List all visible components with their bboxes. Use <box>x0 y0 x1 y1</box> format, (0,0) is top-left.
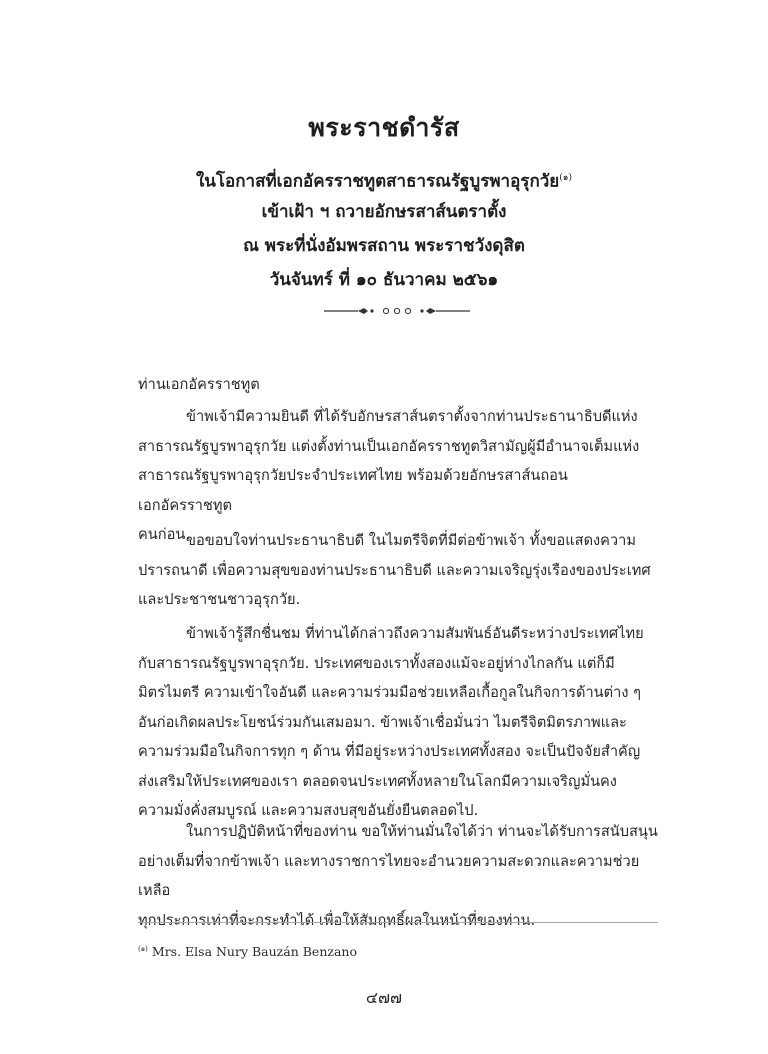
paragraph-4 <box>138 817 658 935</box>
paragraph-line: อันก่อเกิดผลประโยชน์ร่วมกันเสมอมา. ข้าพเจ้าเชื่อมั่นว่า ไมตรีจิตมิตรภาพและ <box>138 713 627 731</box>
paragraph-line: อย่างเต็มที่จากข้าพเจ้า และทางราชการไทยจะอำนวยความสะดวกและความช่วยเหลือ <box>138 852 640 899</box>
salutation: ท่านเอกอัครราชทูต <box>138 376 260 393</box>
paragraph-line: ความร่วมมือในกิจการทุก ๆ ด้าน ที่มีอยู่ระหว่างประเทศทั้งสอง จะเป็นปัจจัยสำคัญ <box>138 743 641 760</box>
paragraph-line: และประชาชนชาวอุรุกวัย. <box>138 591 301 608</box>
paragraph-line: ข้าพเจ้ารู้สึกชื่นชม ที่ท่านได้กล่าวถึงความสัมพันธ์อันดีระหว่างประเทศไทย <box>186 625 644 642</box>
paragraph-line: ข้าพเจ้ามีความยินดี ที่ได้รับอักษรสาส์นตราตั้งจากท่านประธานาธิบดีแห่ง <box>186 408 638 425</box>
subtitle-line-occasion <box>0 162 768 198</box>
footnote-text: Mrs. Elsa Nury Bauzán Benzano <box>151 944 357 960</box>
paragraph-line: ทุกประการเท่าที่จะกระทำได้ เพื่อให้สัมฤทธิ์ผลในหน้าที่ของท่าน. <box>138 911 536 929</box>
paragraph-line: ปรารถนาดี เพื่อความสุขของท่านประธานาธิบดี และความเจริญรุ่งเรืองของประเทศ <box>138 561 651 579</box>
paragraph-line: ขอขอบใจท่านประธานาธิบดี ในไมตรีจิตที่มีต่อข้าพเจ้า ทั้งขอแสดงความ <box>186 532 636 549</box>
paragraph-line: ความมั่งคั่งสมบูรณ์ และความสงบสุขอันยั่งยืนตลอดไป. <box>138 802 479 819</box>
subtitle-line-venue: ณ พระที่นั่งอัมพรสถาน พระราชวังดุสิต <box>243 236 525 256</box>
footnote-marker[interactable]: (๑) <box>559 173 572 183</box>
subtitle-line-date: วันจันทร์ ที่ ๑๐ ธันวาคม ๒๕๖๑ <box>269 270 499 290</box>
footnote <box>138 944 357 959</box>
paragraph-2 <box>138 526 658 615</box>
subtitle-text: ในโอกาสที่เอกอัครราชทูตสาธารณรัฐบูรพาอุรุกวัย <box>196 171 560 192</box>
paragraph-line: คนก่อน. <box>138 526 190 543</box>
paragraph-line: สาธารณรัฐบูรพาอุรุกวัยประจำประเทศไทย พร้อมด้วยอักษรสาส์นถอนเอกอัครราชทูต <box>138 467 568 514</box>
paragraph-line: มิตรไมตรี ความเข้าใจอันดี และความร่วมมือช่วยเหลือเกื้อกูลในกิจการด้านต่าง ๆ <box>138 684 641 701</box>
paragraph-line: กับสาธารณรัฐบูรพาอุรุกวัย. ประเทศของเราทั้งสองแม้จะอยู่ห่างไกลกัน แต่ก็มี <box>138 654 615 672</box>
paragraph-line: ในการปฏิบัติหน้าที่ของท่าน ขอให้ท่านมั่นใจได้ว่า ท่านจะได้รับการสนับสนุน <box>186 823 658 840</box>
paragraph-3 <box>138 619 658 826</box>
paragraph-line: สาธารณรัฐบูรพาอุรุกวัย แต่งตั้งท่านเป็นเอกอัครราชทูตวิสามัญผู้มีอำนาจเต็มแห่ง <box>138 437 640 455</box>
ornament-divider-icon <box>324 304 470 318</box>
footnote-divider <box>138 922 658 923</box>
page-title: พระราชดำรัส <box>308 113 460 142</box>
footnote-marker-ref: (๑) <box>138 945 148 953</box>
subtitle-line-audience: เข้าเฝ้า ฯ ถวายอักษรสาส์นตราตั้ง <box>261 202 507 222</box>
paragraph-line: ส่งเสริมให้ประเทศของเรา ตลอดจนประเทศทั้งหลายในโลกมีความเจริญมั่นคง <box>138 772 617 790</box>
page-number: ๔๗๗ <box>365 988 403 1007</box>
